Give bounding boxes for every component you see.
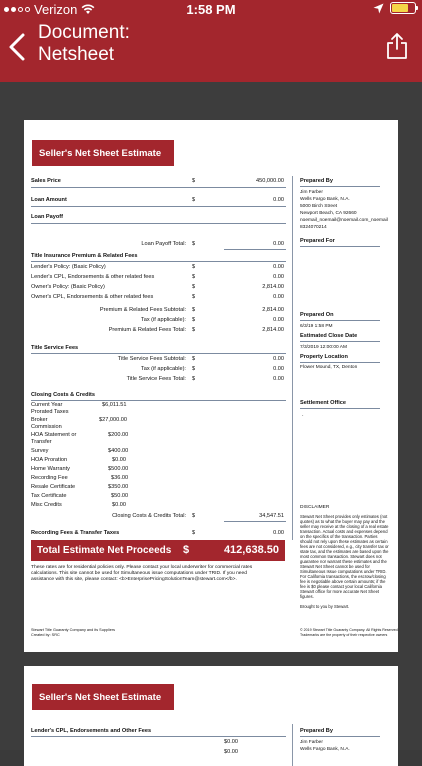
cc-row-value: $50.00 [111,493,129,499]
recording-fees-value: 0.00 [273,530,284,536]
cc-row-label: Misc Credits [31,502,62,508]
disclaimer-line: fee is $0 please contact your local California [300,584,382,589]
prepared-by-line: noemail_noemail@noemail.com_noemail [300,218,388,223]
location-arrow-icon [373,3,384,14]
cc-row-label: Resale Certificate [31,484,76,490]
prepared-by-label: Prepared By [300,728,333,734]
property-location-label: Property Location [300,354,348,360]
prepared-by-line: Wells Fargo Bank, N.A. [300,197,350,202]
ts-tax-value: 0.00 [273,366,284,372]
ti-tax-value: 0.00 [273,317,284,323]
cc-row-value: $200.00 [108,432,129,438]
lender-cpl-heading: Lender's CPL, Endorsements and Other Fees [31,728,152,734]
cc-row-label: Home Warranty [31,466,70,472]
disclaimer-line: For California transactions, the escrow/closing [300,574,386,579]
cc-row-label: Transfer [31,439,52,445]
doc-title-banner: Seller's Net Sheet Estimate [32,140,174,166]
loan-amount-value: 0.00 [273,197,284,203]
title-service-heading: Title Service Fees [31,345,79,351]
cc-total-value: 34,547.51 [259,513,284,519]
net-proceeds-label: Total Estimate Net Proceeds [37,545,172,556]
disclaimer-label: DISCLAIMER [300,505,330,510]
disclaimer-brought: Brought to you by Stewart. [300,604,350,609]
prepared-on-label: Prepared On [300,312,334,318]
disclaimer-line: figures. [300,594,314,599]
sales-price-cur: $ [192,178,196,184]
net-proceeds-cur: $ [183,544,190,556]
disclaimer-line: Stewart Net Sheet provides only estimates (not [300,514,388,519]
divider [224,521,286,522]
cc-row-value: $0.00 [112,502,126,508]
page-title-line1: Document: [38,22,130,43]
prepared-on-value: 6/3/19 1:58 PM [300,324,333,329]
ts-total-cur: $ [192,376,196,382]
cc-row-value: $500.00 [108,466,129,472]
footer-left-line: Created by: SRC [31,633,60,637]
share-icon[interactable] [386,32,408,60]
document-page-1 [24,120,398,652]
cc-row-value: $27,000.00 [99,417,127,423]
cc-row-label: Survey [31,448,49,454]
ti-tax-label: Tax (if applicable): [140,317,186,323]
sales-price-value: 450,000.00 [256,178,284,184]
prepared-by-line: Wells Fargo Bank, N.A. [300,747,350,752]
footnote-line: These rates are for residential policies only. Please contact your local underwriter for commercial rates [31,565,253,570]
disclaimer-line: most common transaction. Stewart does not [300,554,382,559]
disclaimer-line: quotes) as to what the buyer may pay and the [300,519,385,524]
ti-row-value: 2,814.00 [262,284,284,290]
cc-row-label: Recording Fee [31,475,68,481]
cc-row-value: $400.00 [108,448,129,454]
loan-amount-label: Loan Amount [31,197,67,203]
cc-row-label: Tax Certificate [31,493,67,499]
ts-total-label: Title Service Fees Total: [126,376,186,382]
recording-fees-label: Recording Fees & Transfer Taxes [31,530,120,536]
loan-payoff-label: Loan Payoff [31,214,64,220]
column-divider [292,176,293,540]
loan-payoff-total-label: Loan Payoff Total: [141,241,186,247]
ts-subtotal-value: 0.00 [273,356,284,362]
prepared-by-label: Prepared By [300,178,333,184]
divider [300,341,380,342]
prepared-by-line: Jim Farber [300,740,323,745]
ti-row-label: Lender's CPL, Endorsements & other related fees [31,274,155,280]
column-divider [292,724,293,766]
cc-row-value: $0.00 [112,457,126,463]
disclaimer-line: seller may receive at the closing of a real estate [300,524,389,529]
footer-right-line: Trademarks are the property of their respective owners [300,633,388,637]
ti-row-value: 0.00 [273,274,284,280]
cc-row-value: $350.00 [108,484,129,490]
document-page-2 [24,666,398,766]
disclaimer-line: state tax, and the estimates are based upon the [300,549,389,554]
ti-tax-cur: $ [192,317,196,323]
cc-row-label: HOA Proration [31,457,68,463]
disclaimer-line: Stewart office for more accurate Net Sheet [300,589,380,594]
document-viewer[interactable] [0,82,422,755]
prepared-by-line: Newport Beach, CA 92660 [300,211,357,216]
disclaimer-line: transaction. Actual costs and expenses depend [300,529,388,534]
divider [31,353,286,354]
ts-tax-cur: $ [192,366,196,372]
cc-row-label: Prorated Taxes [31,409,69,415]
divider [31,261,286,262]
cc-total-label: Closing Costs & Credits Total: [112,513,186,519]
divider [300,246,380,247]
ti-subtotal-label: Premium & Related Fees Subtotal: [99,307,186,313]
status-time: 1:58 PM [186,2,236,17]
divider [300,408,380,409]
ts-tax-label: Tax (if applicable): [140,366,186,372]
disclaimer-line: guarantee nor warrant these estimates and the [300,559,387,564]
ti-row-label: Owner's CPL, Endorsements & other related fees [31,294,154,300]
divider [300,186,380,187]
settlement-office-value: . [302,412,304,418]
prepared-by-line: Jim Farber [300,190,323,195]
cc-row-value: $6,011.51 [102,402,127,408]
status-bar [0,0,422,20]
app-header [0,0,422,82]
cc-row-label: Commission [31,424,62,430]
close-date-value: 7/3/2019 12:00:00 AM [300,345,347,350]
ti-row-label: Lender's Policy: (Basic Policy) [31,264,106,270]
ti-row-value: 0.00 [273,264,284,270]
disclaimer-line: fees are not considered, e.g., city transfer tax or [300,544,389,549]
divider [31,206,286,207]
closing-costs-heading: Closing Costs & Credits [31,392,96,398]
disclaimer-line: Simultaneous Issue computations under TRID. [300,569,387,574]
p2-value: $0.00 [224,749,238,755]
property-location-value: Flower Mound, TX, Denton [300,365,358,370]
ti-row-label: Owner's Policy: (Basic Policy) [31,284,105,290]
ts-total-value: 0.00 [273,376,284,382]
footer-right-line: © 2019 Stewart Title Guaranty Company. All Rights Reserved. [300,628,399,632]
status-right [373,2,416,14]
carrier-name: Verizon [34,2,78,17]
disclaimer-line: on the specifics of the transaction. Parties [300,534,378,539]
ts-subtotal-cur: $ [192,356,196,362]
divider [224,249,286,250]
ts-subtotal-label: Title Service Fees Subtotal: [117,356,186,362]
ti-total-cur: $ [192,327,196,333]
recording-fees-cur: $ [192,530,196,536]
ti-row-cur: $ [192,264,196,270]
divider [31,400,286,401]
disclaimer-line: Stewart Net Sheet cannot be used for [300,564,370,569]
loan-payoff-total-cur: $ [192,241,196,247]
cc-row-label: Current Year [31,402,63,408]
loan-payoff-total-value: 0.00 [273,241,284,247]
ti-row-cur: $ [192,274,196,280]
ti-row-cur: $ [192,284,196,290]
cc-row-value: $36.00 [111,475,129,481]
divider [300,736,380,737]
net-proceeds-value: 412,638.50 [223,544,279,556]
disclaimer-line: fee is negotiable above certain amounts; if the [300,579,386,584]
title-insurance-heading: Title Insurance Premium & Related Fees [31,253,138,259]
divider [300,320,380,321]
close-date-label: Estimated Close Date [300,333,358,339]
page-title-line2: Netsheet [38,44,115,65]
divider [31,187,286,188]
divider [31,736,286,737]
back-chevron-icon[interactable] [6,32,28,62]
footnote-line: calculations. This site cannot be used for Simultaneous issue computations under TRID. If you need [31,571,247,576]
ti-row-value: 0.00 [273,294,284,300]
cc-row-label: Broker [31,417,48,423]
doc-title-banner: Seller's Net Sheet Estimate [32,684,174,710]
divider [31,223,286,224]
cc-total-cur: $ [192,513,196,519]
cc-row-label: HOA Statement or [31,432,77,438]
footer-left-line: Stewart Title Guaranty Company and its Suppliers [31,628,115,632]
page-title [38,22,130,66]
divider [300,362,380,363]
disclaimer-line: should not rely upon these estimates as certain [300,539,388,544]
prepared-by-line: 5000 Birch Street [300,204,338,209]
prepared-by-line: 8324070214 [300,225,327,230]
ti-subtotal-value: 2,814.00 [262,307,284,313]
ti-total-label: Premium & Related Fees Total: [108,327,186,333]
footnote-line: assistance with this site, please contact: <b>EnterprisePricingSolutionTeam@stewart.com</b>. [31,577,237,582]
loan-amount-cur: $ [192,197,196,203]
ti-subtotal-cur: $ [192,307,196,313]
ti-total-value: 2,814.00 [262,327,284,333]
net-proceeds-bar [31,540,285,561]
p2-value: $0.00 [224,739,238,745]
battery-icon [390,2,416,14]
settlement-office-label: Settlement Office [300,400,347,406]
sales-price-label: Sales Price [31,178,61,184]
ti-row-cur: $ [192,294,196,300]
prepared-for-label: Prepared For [300,238,335,244]
